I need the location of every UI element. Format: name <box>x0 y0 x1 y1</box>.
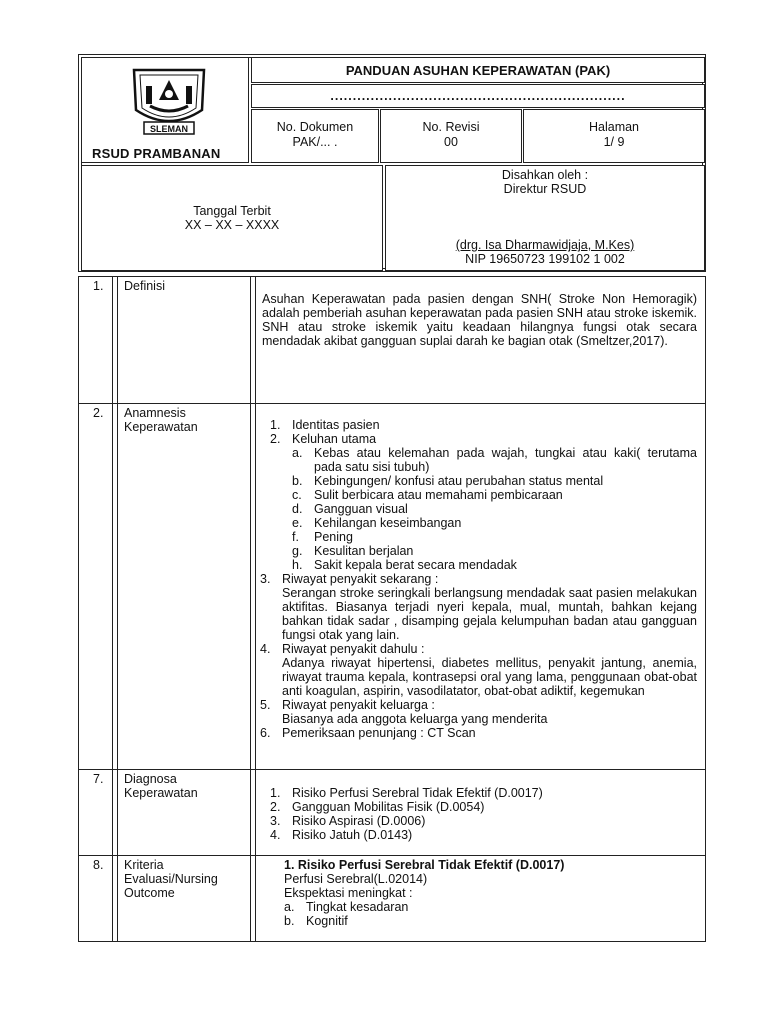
item-text: Risiko Jatuh (D.0143) <box>292 828 413 842</box>
sub-item <box>292 488 697 502</box>
sub-item-text: Sakit kepala berat secara mendadak <box>314 558 517 572</box>
list-item <box>270 786 697 800</box>
dokumen-label: No. Dokumen <box>276 120 354 134</box>
tanggal-label: Tanggal Terbit <box>193 204 271 218</box>
sub-item <box>292 516 697 530</box>
document-header <box>78 54 706 272</box>
row-label <box>124 406 198 434</box>
row-label <box>124 772 198 800</box>
item-title: Riwayat penyakit dahulu : <box>282 642 425 656</box>
halaman-cell <box>523 109 705 163</box>
item-letter: b. <box>284 914 295 928</box>
revisi-value: 00 <box>444 135 458 149</box>
sub-item <box>292 530 697 544</box>
sub-item-letter: f. <box>292 530 299 544</box>
kriteria-heading: 1. Risiko Perfusi Serebral Tidak Efektif (D.0017) <box>284 858 565 872</box>
revisi-label: No. Revisi <box>422 120 480 134</box>
row-label-line: Kriteria <box>124 858 164 872</box>
item-text: Kognitif <box>306 914 348 928</box>
item-number: 2. <box>270 432 281 446</box>
kriteria-line: Ekspektasi meningkat : <box>284 886 413 900</box>
revisi-cell <box>380 109 522 163</box>
sub-item-letter: h. <box>292 558 303 572</box>
anamnesis-list <box>270 418 697 572</box>
list-item <box>284 900 697 914</box>
sub-item <box>292 502 697 516</box>
dokumen-number-cell <box>251 109 379 163</box>
list-item <box>260 572 697 642</box>
sub-item <box>292 474 697 488</box>
tanggal-value: XX – XX – XXXX <box>184 218 280 232</box>
hospital-name: RSUD PRAMBANAN <box>92 146 221 161</box>
halaman-value: 1/ 9 <box>603 135 625 149</box>
item-title: Pemeriksaan penunjang : CT Scan <box>282 726 476 740</box>
item-title: Keluhan utama <box>292 432 377 446</box>
sub-item-text: Pening <box>314 530 353 544</box>
tanggal-terbit-cell <box>81 165 383 271</box>
item-letter: a. <box>284 900 295 914</box>
list-item <box>270 432 697 572</box>
item-number: 1. <box>270 786 281 800</box>
item-desc: Biasanya ada anggota keluarga yang menderita <box>282 712 548 726</box>
document-subtitle: .................................................................. <box>251 84 705 108</box>
row-definisi <box>79 277 705 403</box>
item-number: 2. <box>270 800 281 814</box>
list-item <box>270 418 697 432</box>
item-number: 3. <box>270 814 281 828</box>
anamnesis-list-continued <box>260 572 697 740</box>
logo-text: SLEMAN <box>150 124 188 134</box>
list-item <box>270 828 697 842</box>
definisi-text: Asuhan Keperawatan pada pasien dengan SNH( Stroke Non Hemoragik) adalah pemberiah asuhan keperawatan pada pasien SNH atau stroke iskemik. SNH atau stroke iskemik yaitu keadaan hilangnya fungsi otak secara mendadak akibat gangguan suplai darah ke bagian otak (Smeltzer,2017). <box>262 292 697 348</box>
row-label: Definisi <box>124 279 165 293</box>
halaman-label: Halaman <box>588 120 640 134</box>
sub-item-letter: c. <box>292 488 302 502</box>
list-item <box>260 642 697 698</box>
sub-item-letter: e. <box>292 516 303 530</box>
row-label-line: Anamnesis <box>124 406 186 420</box>
disahkan-cell <box>385 165 705 271</box>
sub-item-letter: a. <box>292 446 303 460</box>
keluhan-list <box>292 446 697 572</box>
row-label-line: Evaluasi/Nursing <box>124 872 218 886</box>
sub-item-text: Kebas atau kelemahan pada wajah, tungkai atau kaki( terutama pada satu sisi tubuh) <box>314 446 697 474</box>
sleman-logo <box>124 66 214 140</box>
dokumen-value: PAK/... . <box>292 135 338 149</box>
row-number: 8. <box>93 858 104 872</box>
row-kriteria <box>79 855 705 941</box>
sub-item-text: Kebingungen/ konfusi atau perubahan status mental <box>314 474 604 488</box>
sub-item-text: Sulit berbicara atau memahami pembicaraan <box>314 488 563 502</box>
row-label-line: Diagnosa <box>124 772 177 786</box>
item-text: Risiko Perfusi Serebral Tidak Efektif (D.0017) <box>292 786 543 800</box>
row-label-line: Outcome <box>124 886 175 900</box>
item-text: Tingkat kesadaran <box>306 900 409 914</box>
sub-item-text: Kehilangan keseimbangan <box>314 516 462 530</box>
nip: NIP 19650723 199102 1 002 <box>465 252 625 266</box>
row-number: 7. <box>93 772 104 786</box>
item-title: Riwayat penyakit keluarga : <box>282 698 435 712</box>
kriteria-line: Perfusi Serebral(L.02014) <box>284 872 428 886</box>
sub-item-text: Gangguan visual <box>314 502 408 516</box>
document-title: PANDUAN ASUHAN KEPERAWATAN (PAK) <box>251 57 705 83</box>
item-text: Gangguan Mobilitas Fisik (D.0054) <box>292 800 485 814</box>
row-diagnosa <box>79 769 705 855</box>
item-number: 4. <box>260 642 271 656</box>
sub-item-text: Kesulitan berjalan <box>314 544 414 558</box>
row-number: 1. <box>93 279 104 293</box>
signatory: (drg. Isa Dharmawidjaja, M.Kes) <box>455 238 635 252</box>
disahkan-by: Direktur RSUD <box>503 182 587 196</box>
item-desc: Serangan stroke seringkali berlangsung mendadak saat pasien melakukan aktifitas. Biasanya terjadi nyeri kepala, mual, muntah, bahkan kejang bahkan tidak sadar , disamping gejala kelumpuhan badan atau gangguan fungsi otak yang lain. <box>282 586 697 642</box>
item-number: 5. <box>260 698 271 712</box>
sub-item-letter: g. <box>292 544 303 558</box>
item-desc: Adanya riwayat hipertensi, diabetes mellitus, penyakit jantung, anemia, riwayat trauma kepala, kontrasepsi oral yang lama, penggunaan obat-obat anti koagulan, aspirin, vasodilatator, obat-obat adiktif, kegemukan <box>282 656 697 698</box>
row-label <box>124 858 218 900</box>
item-number: 1. <box>270 418 281 432</box>
list-item <box>270 800 697 814</box>
sub-item-letter: d. <box>292 502 303 516</box>
list-item <box>270 814 697 828</box>
list-item <box>284 914 697 928</box>
item-number: 3. <box>260 572 271 586</box>
disahkan-label: Disahkan oleh : <box>501 168 589 182</box>
item-number: 6. <box>260 726 271 740</box>
content-table <box>78 276 706 942</box>
item-number: 4. <box>270 828 281 842</box>
row-anamnesis <box>79 403 705 769</box>
list-item <box>260 698 697 726</box>
list-item <box>260 726 697 740</box>
sub-item <box>292 446 697 474</box>
row-number: 2. <box>93 406 104 420</box>
sub-item <box>292 558 697 572</box>
kriteria-list <box>284 900 697 928</box>
item-text: Risiko Aspirasi (D.0006) <box>292 814 426 828</box>
item-title: Identitas pasien <box>292 418 380 432</box>
row-label-line: Keperawatan <box>124 420 198 434</box>
item-title: Riwayat penyakit sekarang : <box>282 572 439 586</box>
row-label-line: Keperawatan <box>124 786 198 800</box>
diagnosa-list <box>270 786 697 842</box>
sub-item <box>292 544 697 558</box>
sub-item-letter: b. <box>292 474 303 488</box>
logo-cell <box>81 57 249 163</box>
